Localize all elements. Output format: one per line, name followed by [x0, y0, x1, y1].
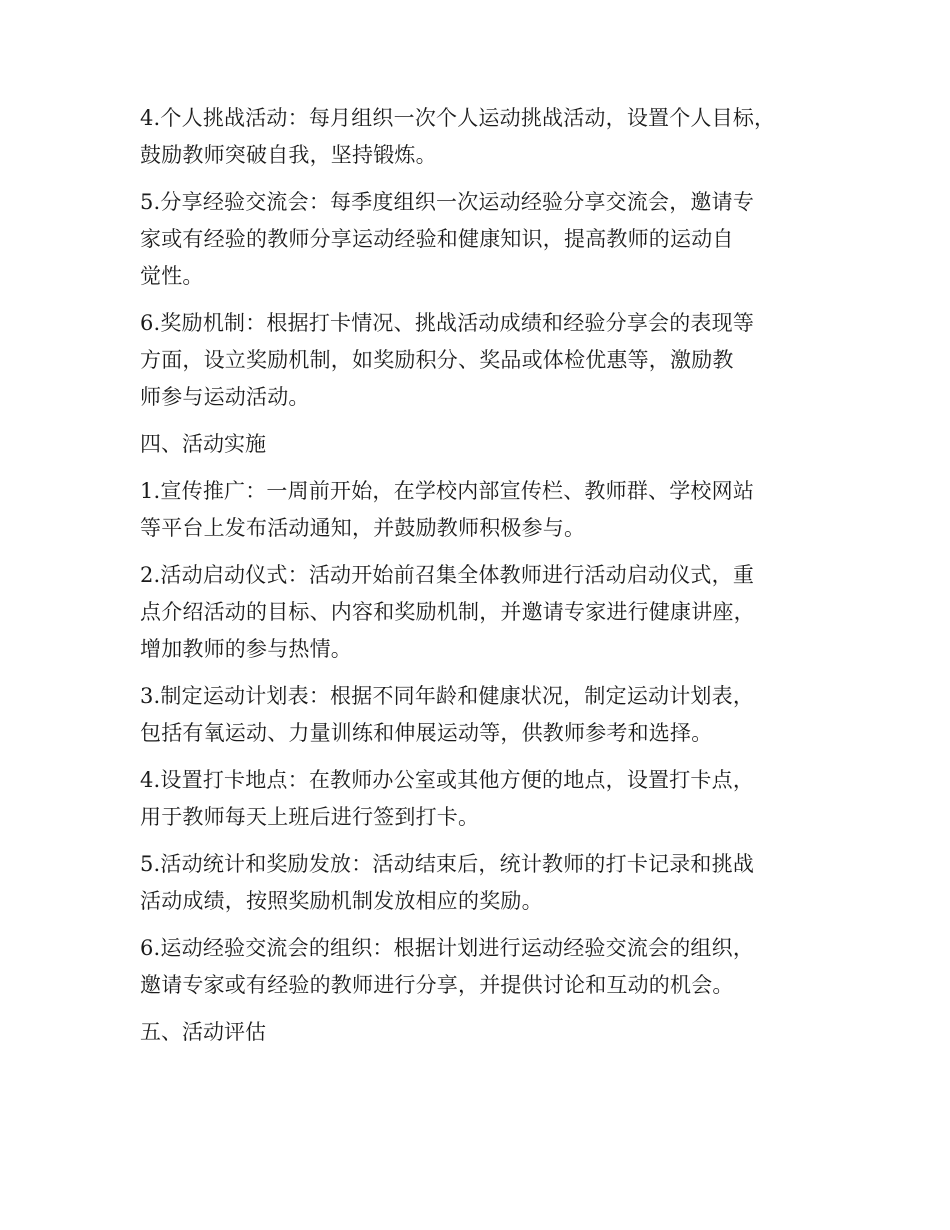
text-line: 5.活动统计和奖励发放：活动结束后，统计教师的打卡记录和挑战: [140, 852, 755, 876]
text-line: 6.运动经验交流会的组织：根据计划进行运动经验交流会的组织，: [140, 936, 755, 960]
paragraph-promotion: [140, 473, 830, 547]
text-line: 5.分享经验交流会：每季度组织一次运动经验分享交流会，邀请专: [140, 190, 755, 214]
text-line: 包括有氧运动、力量训练和伸展运动等，供教师参考和选择。: [140, 721, 713, 745]
text-line: 3.制定运动计划表：根据不同年龄和健康状况，制定运动计划表，: [140, 684, 755, 708]
text-line: 鼓励教师突破自我，坚持锻炼。: [140, 143, 437, 167]
paragraph-reward-mechanism: [140, 305, 830, 416]
document-page: [140, 100, 830, 1061]
text-line: 1.宣传推广：一周前开始，在学校内部宣传栏、教师群、学校网站: [140, 479, 755, 503]
text-line: 4.个人挑战活动：每月组织一次个人运动挑战活动，设置个人目标，: [140, 106, 776, 130]
text-line: 增加教师的参与热情。: [140, 637, 352, 661]
text-line: 等平台上发布活动通知，并鼓励教师积极参与。: [140, 516, 586, 540]
text-line: 活动成绩，按照奖励机制发放相应的奖励。: [140, 889, 543, 913]
text-line: 家或有经验的教师分享运动经验和健康知识，提高教师的运动自: [140, 227, 734, 251]
text-line: 师参与运动活动。: [140, 385, 310, 409]
paragraph-experience-sharing: [140, 184, 830, 295]
paragraph-exercise-plan: [140, 678, 830, 752]
paragraph-exchange-meeting: [140, 930, 830, 1004]
text-line: 4.设置打卡地点：在教师办公室或其他方便的地点，设置打卡点，: [140, 768, 755, 792]
text-line: 邀请专家或有经验的教师进行分享，并提供讨论和互动的机会。: [140, 973, 734, 997]
paragraph-checkin-location: [140, 762, 830, 836]
section-heading-evaluation: 五、活动评估: [140, 1020, 266, 1044]
section-heading-implementation: 四、活动实施: [140, 432, 266, 456]
text-line: 觉性。: [140, 264, 204, 288]
paragraph-personal-challenge: [140, 100, 830, 174]
text-line: 6.奖励机制：根据打卡情况、挑战活动成绩和经验分享会的表现等: [140, 311, 755, 335]
text-line: 2.活动启动仪式：活动开始前召集全体教师进行活动启动仪式，重: [140, 563, 755, 587]
paragraph-launch-ceremony: [140, 557, 830, 668]
text-line: 用于教师每天上班后进行签到打卡。: [140, 805, 480, 829]
text-line: 方面，设立奖励机制，如奖励积分、奖品或体检优惠等，激励教: [140, 348, 734, 372]
paragraph-statistics-rewards: [140, 846, 830, 920]
text-line: 点介绍活动的目标、内容和奖励机制，并邀请专家进行健康讲座，: [140, 600, 755, 624]
